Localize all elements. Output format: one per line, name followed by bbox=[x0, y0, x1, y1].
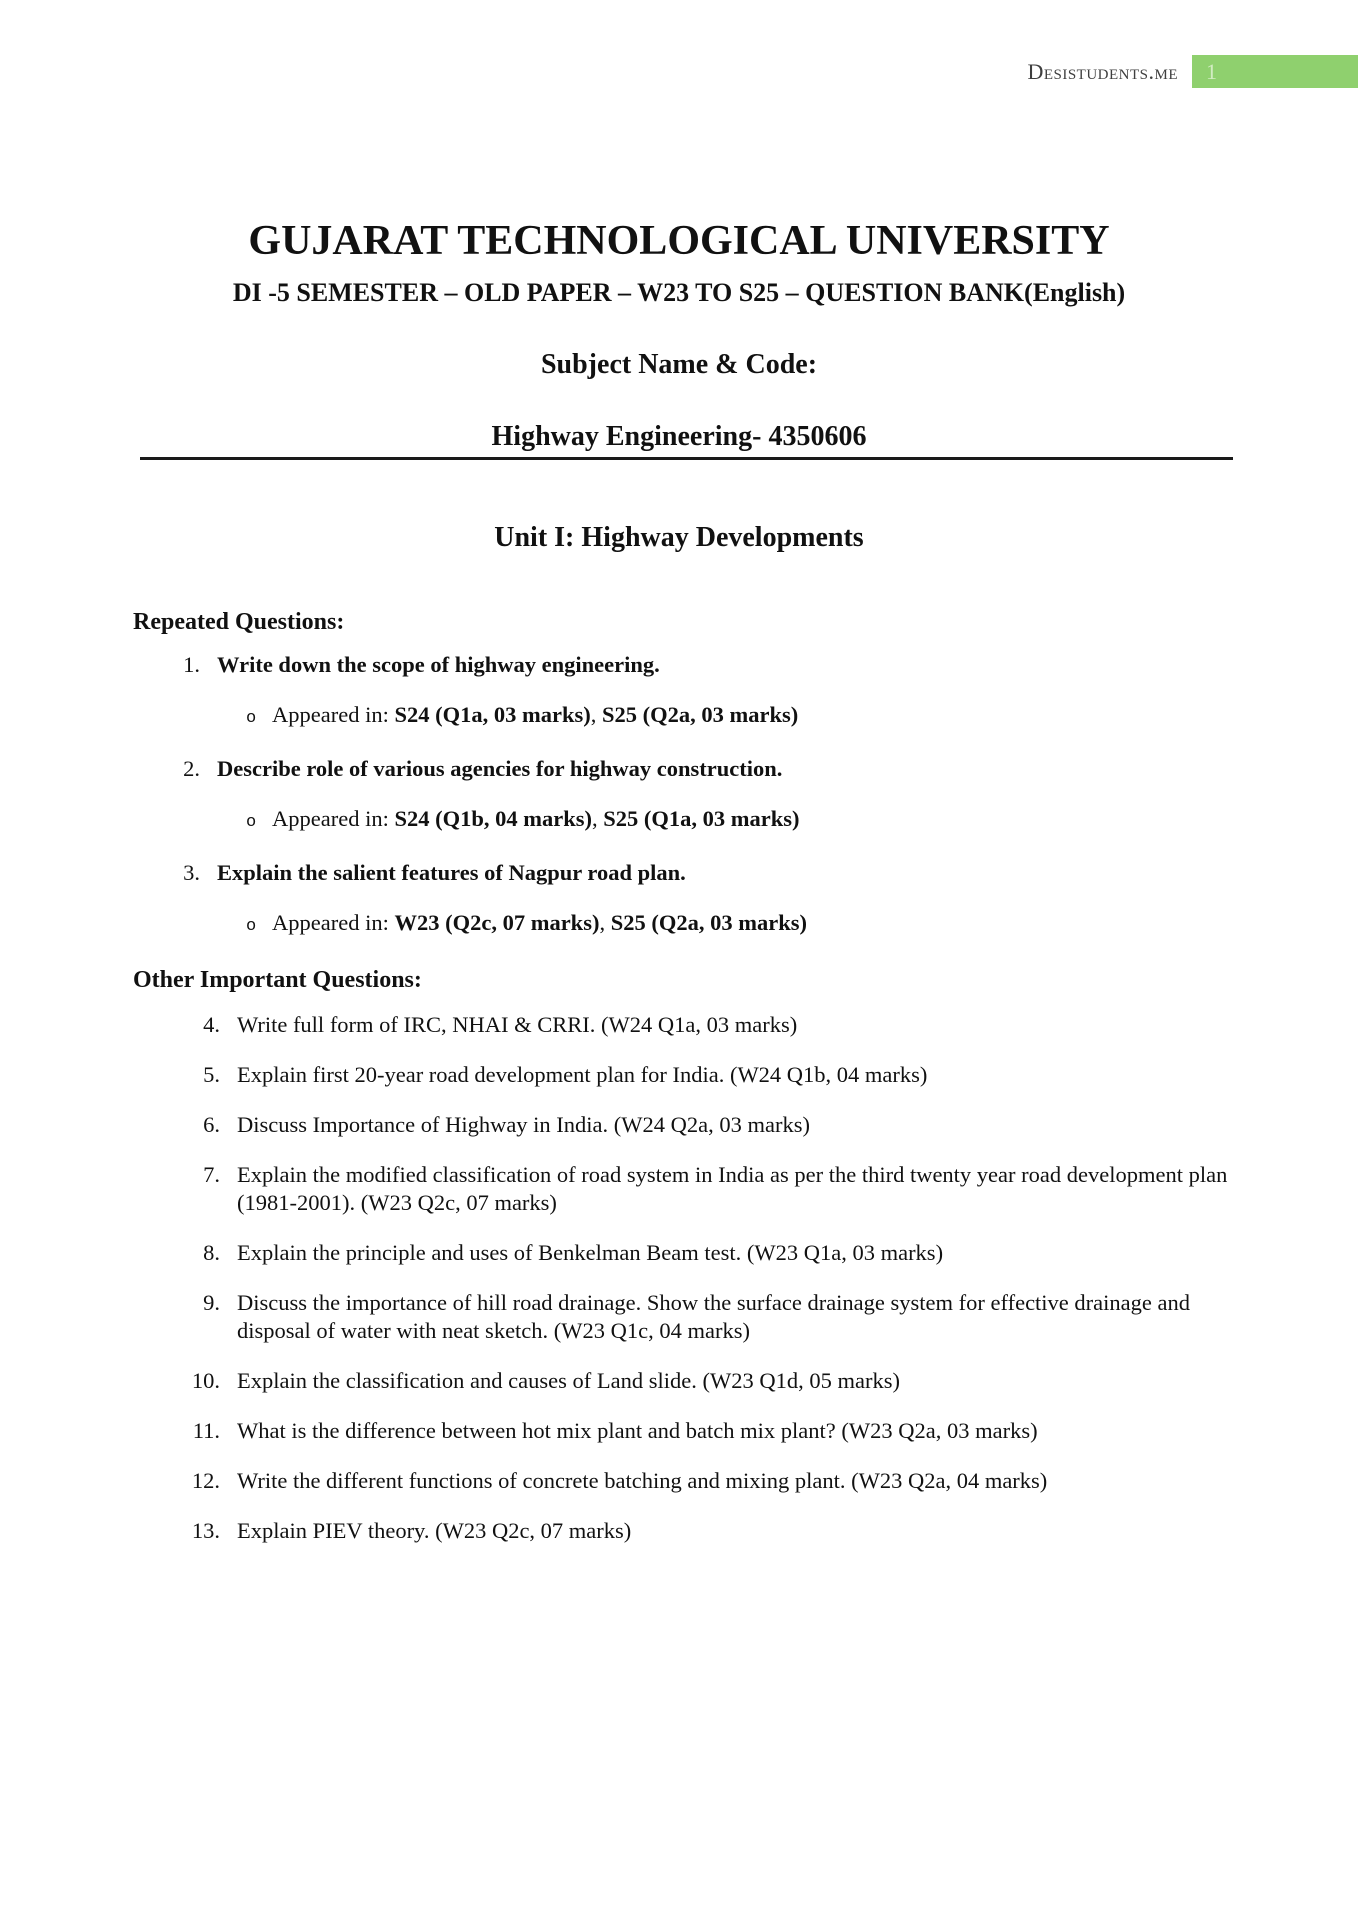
question-number: 12. bbox=[191, 1468, 220, 1494]
page-number-badge: 1 bbox=[1192, 55, 1358, 88]
question-number: 3. bbox=[183, 860, 200, 886]
appeared-in-label: Appeared in: bbox=[272, 806, 395, 832]
question-text: Explain PIEV theory. (W23 Q2c, 07 marks) bbox=[237, 1518, 632, 1544]
site-name: Desistudents.me bbox=[1027, 58, 1178, 84]
question-text: Explain the salient features of Nagpur road plan. bbox=[217, 860, 686, 886]
question-number: 13. bbox=[191, 1518, 220, 1544]
exam-reference: S24 (Q1a, 03 marks) bbox=[394, 702, 591, 728]
unit-title: Unit I: Highway Developments bbox=[494, 522, 864, 554]
appeared-in-label: Appeared in: bbox=[272, 702, 395, 728]
question-number: 6. bbox=[203, 1112, 220, 1138]
reference-separator: , bbox=[591, 806, 604, 832]
question-item bbox=[0, 755, 1358, 783]
page-header bbox=[0, 0, 1358, 88]
divider-line bbox=[140, 457, 1233, 460]
repeated-questions-heading: Repeated Questions: bbox=[133, 609, 345, 636]
subject-label: Subject Name & Code: bbox=[540, 349, 818, 381]
question-text: Write the different functions of concrete batching and mixing plant. (W23 Q2a, 04 marks) bbox=[237, 1468, 1048, 1494]
question-item bbox=[0, 1367, 1358, 1395]
question-text: Discuss Importance of Highway in India. (W24 Q2a, 03 marks) bbox=[237, 1112, 810, 1138]
question-item bbox=[0, 1239, 1358, 1267]
document-title: GUJARAT TECHNOLOGICAL UNIVERSITY bbox=[248, 218, 1110, 264]
question-number: 2. bbox=[183, 756, 200, 782]
question-text: Write full form of IRC, NHAI & CRRI. (W24 Q1a, 03 marks) bbox=[237, 1012, 798, 1038]
question-item bbox=[0, 1517, 1358, 1545]
exam-reference: W23 (Q2c, 07 marks) bbox=[394, 910, 600, 936]
question-number: 9. bbox=[203, 1290, 220, 1316]
question-number: 7. bbox=[203, 1162, 220, 1188]
circle-bullet-icon: o bbox=[246, 709, 257, 729]
question-text: Explain the principle and uses of Benkelman Beam test. (W23 Q1a, 03 marks) bbox=[237, 1240, 944, 1266]
appeared-in-label: Appeared in: bbox=[272, 910, 395, 936]
appeared-in-item bbox=[0, 701, 1358, 733]
question-text: What is the difference between hot mix plant and batch mix plant? (W23 Q2a, 03 marks) bbox=[237, 1418, 1038, 1444]
question-number: 5. bbox=[203, 1062, 220, 1088]
exam-reference: S25 (Q1a, 03 marks) bbox=[603, 806, 800, 832]
question-item bbox=[0, 1111, 1358, 1139]
question-number: 8. bbox=[203, 1240, 220, 1266]
question-text: Discuss the importance of hill road drainage. Show the surface drainage system for effective drainage and disposal of water with neat sketch. (W23 Q1c, 04 marks) bbox=[237, 1290, 1190, 1344]
appeared-in-text bbox=[272, 701, 798, 729]
exam-reference: S25 (Q2a, 03 marks) bbox=[601, 702, 799, 728]
question-number: 10. bbox=[191, 1368, 220, 1394]
subject-name-code: Highway Engineering- 4350606 bbox=[491, 421, 867, 453]
question-number: 4. bbox=[203, 1012, 220, 1038]
exam-reference: S24 (Q1b, 04 marks) bbox=[394, 806, 592, 832]
question-text: Explain the modified classification of road system in India as per the third twenty year road development plan (1981-2001). (W23 Q2c, 07 marks) bbox=[237, 1162, 1228, 1216]
appeared-in-text bbox=[272, 805, 799, 833]
appeared-in-item bbox=[0, 909, 1358, 941]
question-item bbox=[0, 1061, 1358, 1089]
question-item bbox=[0, 1011, 1358, 1039]
question-number: 1. bbox=[183, 652, 200, 678]
exam-reference: S25 (Q2a, 03 marks) bbox=[610, 910, 807, 936]
circle-bullet-icon: o bbox=[246, 813, 257, 833]
circle-bullet-icon: o bbox=[246, 917, 257, 937]
question-item bbox=[0, 651, 1358, 679]
question-item bbox=[0, 1161, 1358, 1217]
question-item bbox=[0, 1417, 1358, 1445]
question-number: 11. bbox=[192, 1418, 220, 1444]
reference-separator: , bbox=[590, 702, 602, 728]
appeared-in-text bbox=[272, 909, 807, 937]
question-text: Describe role of various agencies for highway construction. bbox=[217, 756, 783, 782]
question-item bbox=[0, 859, 1358, 887]
question-item bbox=[0, 1289, 1358, 1345]
question-text: Explain first 20-year road development plan for India. (W24 Q1b, 04 marks) bbox=[237, 1062, 928, 1088]
question-text: Write down the scope of highway engineering. bbox=[217, 652, 660, 678]
other-questions-heading: Other Important Questions: bbox=[133, 967, 422, 994]
reference-separator: , bbox=[599, 910, 611, 936]
appeared-in-item bbox=[0, 805, 1358, 837]
document-subtitle: DI -5 SEMESTER – OLD PAPER – W23 TO S25 – QUESTION BANK(English) bbox=[232, 278, 1126, 308]
question-text: Explain the classification and causes of Land slide. (W23 Q1d, 05 marks) bbox=[237, 1368, 900, 1394]
question-item bbox=[0, 1467, 1358, 1495]
